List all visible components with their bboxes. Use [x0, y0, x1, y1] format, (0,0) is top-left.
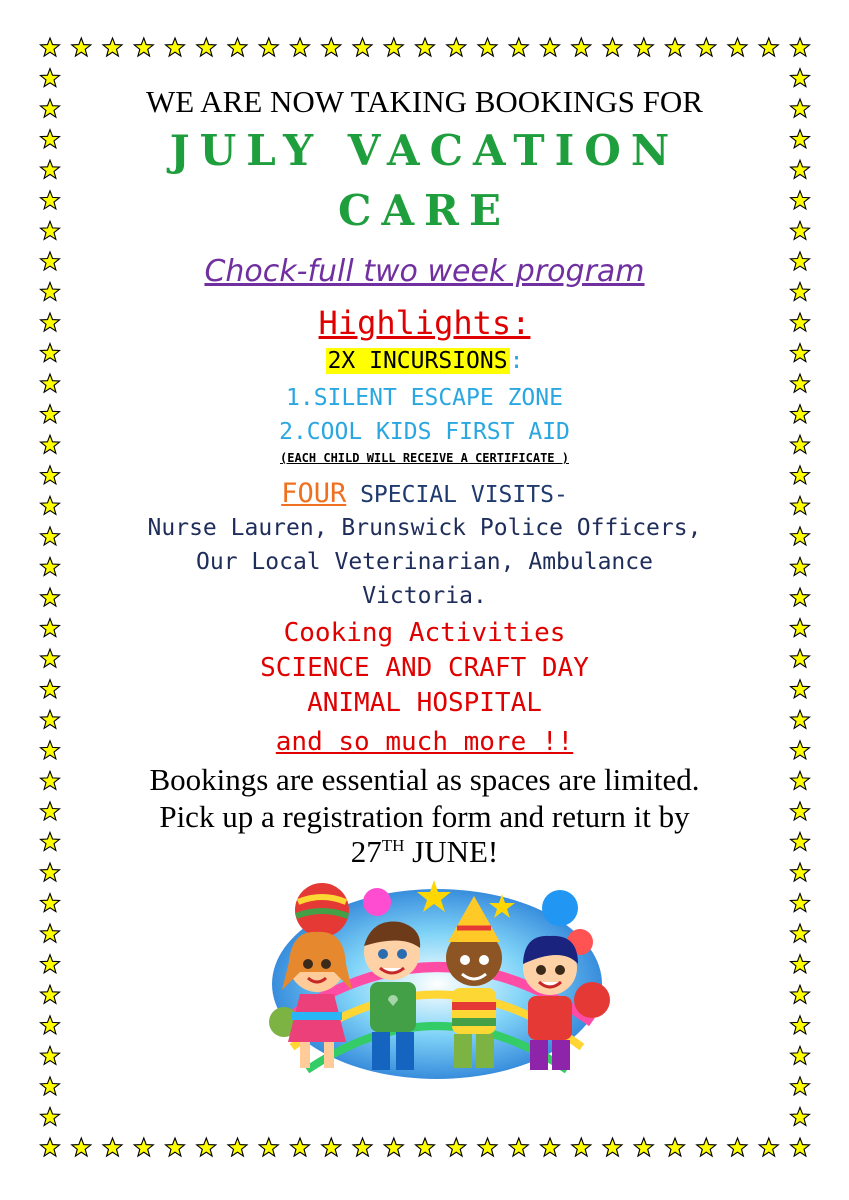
star-icon: [259, 1138, 278, 1156]
star-icon: [41, 985, 60, 1003]
star-icon: [478, 1138, 497, 1156]
deadline-line: [70, 834, 779, 870]
star-icon: [41, 894, 60, 912]
cartoon-children-illustration: [262, 872, 612, 1090]
star-icon: [41, 588, 60, 606]
star-icon: [197, 38, 216, 56]
star-icon: [41, 955, 60, 973]
star-icon: [41, 1138, 60, 1156]
star-icon: [41, 252, 60, 270]
star-icon: [41, 282, 60, 300]
star-icon: [72, 1138, 91, 1156]
star-icon: [791, 405, 810, 423]
activity-science-craft: SCIENCE AND CRAFT DAY: [260, 653, 589, 683]
star-icon: [41, 680, 60, 698]
star-icon: [728, 1138, 747, 1156]
star-icon: [41, 863, 60, 881]
headline: WE ARE NOW TAKING BOOKINGS FOR: [146, 84, 703, 119]
star-icon: [41, 466, 60, 484]
star-icon: [259, 38, 278, 56]
star-icon: [353, 38, 372, 56]
star-icon: [41, 374, 60, 392]
star-icon: [41, 344, 60, 362]
visits-label: SPECIAL VISITS-: [346, 482, 568, 508]
star-icon: [41, 221, 60, 239]
special-visits-line: [70, 478, 779, 509]
star-icon: [541, 1138, 560, 1156]
star-icon: [791, 710, 810, 728]
star-icon: [791, 38, 810, 56]
star-icon: [791, 1046, 810, 1064]
star-icon: [509, 38, 528, 56]
star-icon: [791, 924, 810, 942]
star-icon: [791, 557, 810, 575]
star-icon: [41, 832, 60, 850]
star-icon: [41, 1107, 60, 1125]
visitors-line: Our Local Veterinarian, Ambulance: [196, 549, 653, 575]
star-icon: [791, 1016, 810, 1034]
star-icon: [41, 99, 60, 117]
star-icon: [291, 1138, 310, 1156]
star-icon: [134, 38, 153, 56]
star-icon: [634, 1138, 653, 1156]
star-icon: [416, 1138, 435, 1156]
star-icon: [103, 38, 122, 56]
star-icon: [791, 344, 810, 362]
balloon-icon: [363, 888, 391, 916]
visitors-line: Nurse Lauren, Brunswick Police Officers,: [147, 515, 702, 541]
star-icon: [41, 496, 60, 514]
star-icon: [791, 130, 810, 148]
star-icon: [509, 1138, 528, 1156]
title-care: CARE: [338, 186, 511, 235]
star-icon: [41, 710, 60, 728]
star-icon: [791, 985, 810, 1003]
star-icon: [447, 38, 466, 56]
star-icon: [41, 924, 60, 942]
star-icon: [384, 1138, 403, 1156]
star-icon: [791, 374, 810, 392]
star-icon: [41, 649, 60, 667]
star-icon: [791, 496, 810, 514]
star-icon: [228, 1138, 247, 1156]
star-icon: [791, 1077, 810, 1095]
star-icon: [791, 252, 810, 270]
star-icon: [41, 557, 60, 575]
star-icon: [41, 1077, 60, 1095]
star-icon: [134, 1138, 153, 1156]
star-icon: [791, 649, 810, 667]
title-july-vacation: JULY VACATION: [169, 126, 680, 175]
star-icon: [291, 38, 310, 56]
star-icon: [41, 741, 60, 759]
star-icon: [634, 38, 653, 56]
star-icon: [353, 1138, 372, 1156]
activity-animal-hospital: ANIMAL HOSPITAL: [307, 688, 542, 718]
star-icon: [603, 1138, 622, 1156]
incursions-colon: :: [509, 348, 524, 374]
incursions-label: 2X INCURSIONS: [327, 348, 508, 374]
deadline-month: JUNE!: [404, 834, 499, 869]
star-icon: [666, 1138, 685, 1156]
star-icon: [41, 435, 60, 453]
star-icon: [791, 160, 810, 178]
star-icon: [166, 38, 185, 56]
incursion-item: 2.COOL KIDS FIRST AID: [279, 419, 570, 445]
star-icon: [41, 619, 60, 637]
star-icon: [41, 313, 60, 331]
star-icon: [791, 832, 810, 850]
balloon-icon: [574, 982, 610, 1018]
star-icon: [384, 38, 403, 56]
star-icon: [759, 38, 778, 56]
incursion-item: 1.SILENT ESCAPE ZONE: [286, 385, 563, 411]
star-icon: [791, 1107, 810, 1125]
booking-line: Bookings are essential as spaces are limited.: [149, 762, 700, 797]
star-icon: [541, 38, 560, 56]
star-icon: [728, 38, 747, 56]
star-icon: [322, 1138, 341, 1156]
star-icon: [41, 130, 60, 148]
deadline-suffix: TH: [381, 836, 405, 855]
star-icon: [697, 1138, 716, 1156]
activity-cooking: Cooking Activities: [283, 618, 566, 648]
star-icon: [322, 38, 341, 56]
star-icon: [791, 69, 810, 87]
star-icon: [41, 802, 60, 820]
star-icon: [666, 38, 685, 56]
star-icon: [791, 680, 810, 698]
star-icon: [791, 191, 810, 209]
booking-line: Pick up a registration form and return it by: [159, 799, 690, 834]
visits-count: FOUR: [281, 478, 347, 509]
star-icon: [572, 38, 591, 56]
star-icon: [228, 38, 247, 56]
star-icon: [197, 1138, 216, 1156]
star-icon: [572, 1138, 591, 1156]
star-icon: [791, 619, 810, 637]
star-icon: [791, 771, 810, 789]
star-icon: [791, 466, 810, 484]
star-icon: [791, 313, 810, 331]
star-icon: [41, 527, 60, 545]
star-icon: [697, 38, 716, 56]
star-icon: [41, 771, 60, 789]
star-icon: [72, 38, 91, 56]
deadline-day: 27: [350, 834, 382, 869]
star-icon: [41, 405, 60, 423]
star-icon: [41, 160, 60, 178]
star-icon: [791, 527, 810, 545]
visitors-line: Victoria.: [362, 583, 487, 609]
activity-more: and so much more !!: [275, 727, 574, 757]
star-icon: [447, 1138, 466, 1156]
star-icon: [759, 1138, 778, 1156]
star-icon: [791, 99, 810, 117]
star-icon: [166, 1138, 185, 1156]
star-icon: [416, 38, 435, 56]
star-icon: [791, 741, 810, 759]
star-icon: [791, 1138, 810, 1156]
star-icon: [603, 38, 622, 56]
star-icon: [791, 588, 810, 606]
star-icon: [41, 1016, 60, 1034]
certificate-note: (EACH CHILD WILL RECEIVE A CERTIFICATE ): [280, 451, 569, 465]
star-icon: [791, 282, 810, 300]
star-icon: [791, 221, 810, 239]
highlights-heading: Highlights:: [318, 304, 531, 342]
star-icon: [791, 802, 810, 820]
star-icon: [791, 863, 810, 881]
star-icon: [791, 894, 810, 912]
star-icon: [103, 1138, 122, 1156]
balloon-icon: [542, 890, 578, 926]
incursions-line: [70, 348, 779, 374]
star-icon: [41, 69, 60, 87]
star-icon: [41, 1046, 60, 1064]
star-icon: [41, 38, 60, 56]
star-icon: [791, 435, 810, 453]
program-subtitle: Chock-full two week program: [204, 254, 645, 289]
star-icon: [41, 191, 60, 209]
star-icon: [791, 955, 810, 973]
star-icon: [478, 38, 497, 56]
